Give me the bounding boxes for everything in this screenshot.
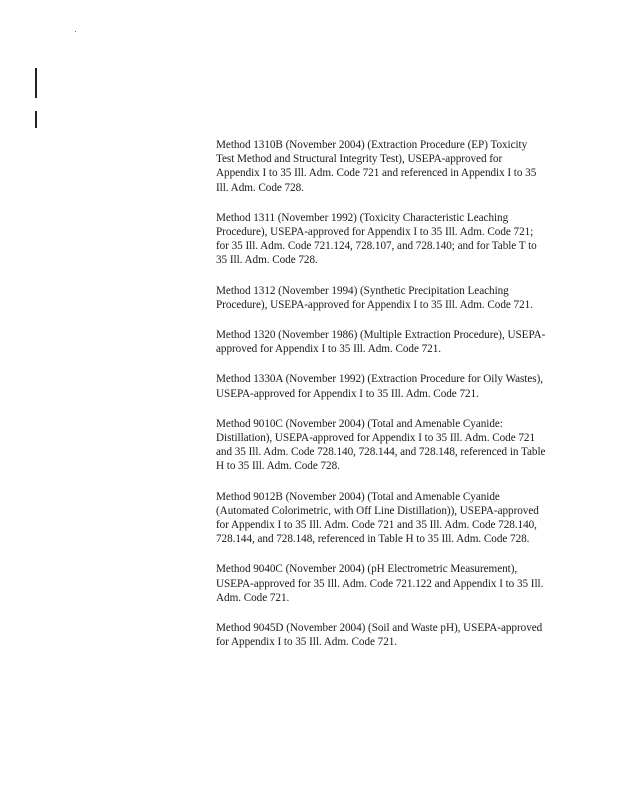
method-9040c-paragraph: Method 9040C (November 2004) (pH Electrometric Measurement), USEPA-approved for 35 Ill. Adm. Code 721.122 and Appendix I to 35 Ill. Adm. Code 721. (216, 563, 544, 604)
method-1310b-paragraph: Method 1310B (November 2004) (Extraction Procedure (EP) Toxicity Test Method and Structural Integrity Test), USEPA-approved for Appendix I to 35 Ill. Adm. Code 721 and referenced in Appendix I to 35 Ill. Adm. Code 728. (216, 139, 537, 194)
revision-bar (35, 68, 37, 98)
method-1311-paragraph: Method 1311 (November 1992) (Toxicity Characteristic Leaching Procedure), USEPA-approved for Appendix I to 35 Ill. Adm. Code 721; for 35 Ill. Adm. Code 721.124, 728.107, and 728.140; and for Table T to 35 Ill. Adm. Code 728. (216, 211, 537, 267)
method-9010c-paragraph: Method 9010C (November 2004) (Total and Amenable Cyanide: Distillation), USEPA-approved for Appendix I to 35 Ill. Adm. Code 721 and 35 Ill. Adm. Code 728.140, 728.144, and 728.148, referenced in Table H to 35 Ill. Adm. Code 728. (216, 417, 546, 473)
method-1312-paragraph: Method 1312 (November 1994) (Synthetic Precipitation Leaching Procedure), USEPA-approved for Appendix I to 35 Ill. Adm. Code 721. (216, 284, 533, 311)
method-1330a-paragraph: Method 1330A (November 1992) (Extraction Procedure for Oily Wastes), USEPA-approved for Appendix I to 35 Ill. Adm. Code 721. (216, 373, 543, 400)
revision-bar (35, 111, 37, 128)
method-9012b-paragraph: Method 9012B (November 2004) (Total and Amenable Cyanide (Automated Colorimetric, with Off Line Distillation)), USEPA-approved for Appendix I to 35 Ill. Adm. Code 721 and 35 Ill. Adm. Code 728.140, 728.144, and 728.148, referenced in Table H to 35 Ill. Adm. Code 728. (216, 490, 539, 546)
method-list (216, 138, 546, 665)
method-9045d-paragraph: Method 9045D (November 2004) (Soil and Waste pH), USEPA-approved for Appendix I to 35 Ill. Adm. Code 721. (216, 622, 543, 649)
scan-speck (75, 31, 76, 32)
method-1320-paragraph: Method 1320 (November 1986) (Multiple Extraction Procedure), USEPA-approved for Appendix I to 35 Ill. Adm. Code 721. (216, 329, 546, 356)
